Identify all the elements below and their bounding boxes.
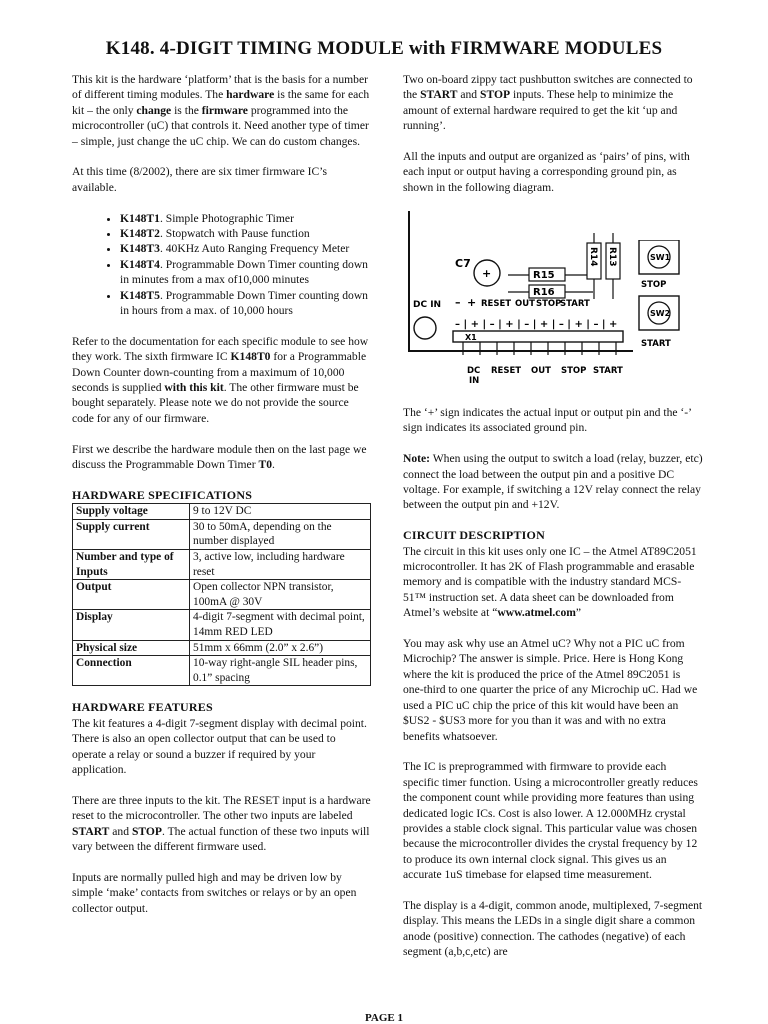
refer-paragraph: Refer to the documentation for each specific module to see how they work. The sixth firmware IC K148T0 for a Programmable Down Counter down-counting from a maximum of 10,000 seconds is supplied with this kit. The other firmware must be bought separately. Please note we do not provide the source code for any of our firmware. — [72, 334, 369, 425]
header-strip — [453, 331, 623, 342]
inputs-paragraph: There are three inputs to the kit. The RESET input is a hardware reset to the microcontroller. The other two inputs are labeled START and STOP. The actual function of these two inputs will vary between the different firmware used. — [72, 793, 371, 854]
bottom-reset-label: RESET — [491, 365, 522, 376]
ic-paragraph: The IC is preprogrammed with firmware to provide each specific timer function. Using a microcontroller greatly reduces the component count while providing more features than using dedicated logic ICs. Cost is also lower. A 12.000MHz crystal provides a stable clock signal. This particular value was chosen because the microcontroller divides the crystal frequency by 12 to produce its own internal clock signal. This gives us an accurate 1uS timebase for elapsed time measurement. — [403, 760, 698, 882]
start-side-label: START — [641, 339, 671, 349]
bottom-start-label: START — [593, 365, 623, 376]
sw1-label: SW1 — [650, 253, 671, 262]
bottom-dc-label: DC — [467, 365, 481, 376]
why-paragraph: You may ask why use an Atmel uC? Why not a PIC uC from Microchip? The answer is simple. Price. Here is Hong Kong where the kit is produced the price of the Atmel 89C2051 is one-third to one quarter the price of any Microchip uC. Had we used a PIC uC chip the price of this kit would have been an $US2 - $US3 more for you than it was and with no extra benefits whatsoever. — [403, 637, 698, 743]
table-row: Supply current 30 to 50mA, depending on the number displayed — [73, 519, 371, 549]
x1-label: X1 — [465, 332, 477, 342]
stop-side-label: STOP — [641, 280, 667, 290]
display-paragraph: The display is a 4-digit, common anode, multiplexed, 7-segment display. This means the LEDs in a single digit share a common anode (positive) connection. The cathodes (negative) of each segment (a,b,c,etc) are — [403, 898, 703, 959]
table-row: Number and type of Inputs 3, active low, including hardware reset — [73, 550, 371, 580]
page-title: K148. 4-DIGIT TIMING MODULE with FIRMWARE MODULES — [105, 38, 663, 59]
specs-heading: HARDWARE SPECIFICATIONS — [72, 487, 253, 502]
r15-label: R15 — [533, 269, 555, 281]
available-paragraph: At this time (8/2002), there are six timer firmware IC’s available. — [72, 165, 327, 194]
r16-label: R16 — [533, 286, 555, 298]
pulled-paragraph: Inputs are normally pulled high and may be driven low by simple ‘make’ contacts from switches or relays or by an open collector output. — [72, 870, 357, 915]
note-paragraph: Note: When using the output to switch a load (relay, buzzer, etc) connect the load between the output pin and a positive DC voltage. For example, if switching a 12V relay connect the relay between the output pin and +12V. — [403, 452, 703, 512]
c7-label: C7 — [455, 256, 471, 270]
reset-label: RESET — [481, 298, 512, 309]
timer-list — [72, 211, 372, 319]
left-column — [72, 72, 372, 931]
table-row: Connection 10-way right-angle SIL header pins, 0.1” spacing — [73, 656, 371, 686]
stop-label: STOP — [536, 298, 562, 309]
table-row: Physical size 51mm x 66mm (2.0” x 2.6”) — [73, 640, 371, 656]
switches-paragraph: Two on-board zippy tact pushbutton switches are connected to the START and STOP inputs. These help to minimize the amount of external hardware required to get the kit ‘up and running’. — [403, 73, 693, 133]
list-item: • K148T3. 40KHz Auto Ranging Frequency Meter — [120, 241, 372, 256]
r13-label: R13 — [607, 246, 617, 267]
dc-jack-icon — [414, 317, 436, 339]
sign-paragraph: The ‘+’ sign indicates the actual input or output pin and the ‘-’ sign indicates its associated ground pin. — [403, 406, 692, 435]
bottom-out-label: OUT — [531, 365, 551, 376]
features-heading: HARDWARE FEATURES — [72, 700, 213, 715]
table-row: Display 4-digit 7-segment with decimal point, 14mm RED LED — [73, 610, 371, 640]
r14-label: R14 — [588, 246, 598, 267]
out-label: OUT — [515, 298, 535, 309]
list-item: • K148T5. Programmable Down Timer counting down in hours from a max. of 10,000 hours — [120, 288, 372, 319]
pairs-paragraph: All the inputs and output are organized as ‘pairs’ of pins, with each input or output having a corresponding ground pin, as shown in the following diagram. — [403, 150, 690, 194]
list-item: • K148T2. Stopwatch with Pause function — [120, 226, 372, 241]
first-paragraph: First we describe the hardware module then on the last page we discuss the Programmable Down Timer T0. — [72, 442, 367, 472]
list-item: • K148T4. Programmable Down Timer counting down in minutes from a max of10,000 minutes — [120, 257, 372, 288]
list-item: • K148T1. Simple Photographic Timer — [120, 211, 372, 226]
table-row: Output Open collector NPN transistor, 100mA @ 30V — [73, 580, 371, 610]
intro-paragraph: This kit is the hardware ‘platform’ that is the basis for a number of different timing modules. The hardware is the same for each kit – the only change is the firmware programmed into the microcontroller (uC) that controls it. Need another type of timer – simple, just change the uC chip. We can do custom changes. — [72, 73, 370, 148]
capacitor-plus-mark: + — [482, 266, 492, 280]
right-column — [403, 72, 703, 975]
specs-table — [72, 503, 371, 686]
svg-text:–: – — [455, 295, 461, 309]
sw2-label: SW2 — [650, 309, 671, 318]
bottom-stop-label: STOP — [561, 365, 587, 376]
svg-text:+: + — [467, 295, 477, 309]
start-label: START — [560, 298, 590, 309]
board-outline — [409, 211, 633, 351]
bottom-in-label: IN — [469, 375, 480, 386]
pin-diagram — [403, 211, 633, 386]
pin-row: – | + | – | + | – | + | – | + | – | + — [455, 318, 618, 330]
switch-panel — [627, 240, 703, 352]
page-number: PAGE 1 — [365, 1012, 403, 1024]
dc-in-label: DC IN — [413, 299, 442, 310]
features-paragraph: The kit features a 4-digit 7-segment display with decimal point. There is also an open collector output that can be used to operate a relay or sound a buzzer if required by your application. — [72, 716, 367, 777]
table-row: Supply voltage 9 to 12V DC — [73, 504, 371, 520]
circuit-paragraph: The circuit in this kit uses only one IC – the Atmel AT89C2051 microcontroller. It has 2K of Flash programmable and erasable memory and is compatible with the industry standard MCS-51™ instruction set. A data sheet can be downloaded from Atmel’s website at “www.atmel.com” — [403, 544, 697, 620]
circuit-heading: CIRCUIT DESCRIPTION — [403, 528, 545, 543]
